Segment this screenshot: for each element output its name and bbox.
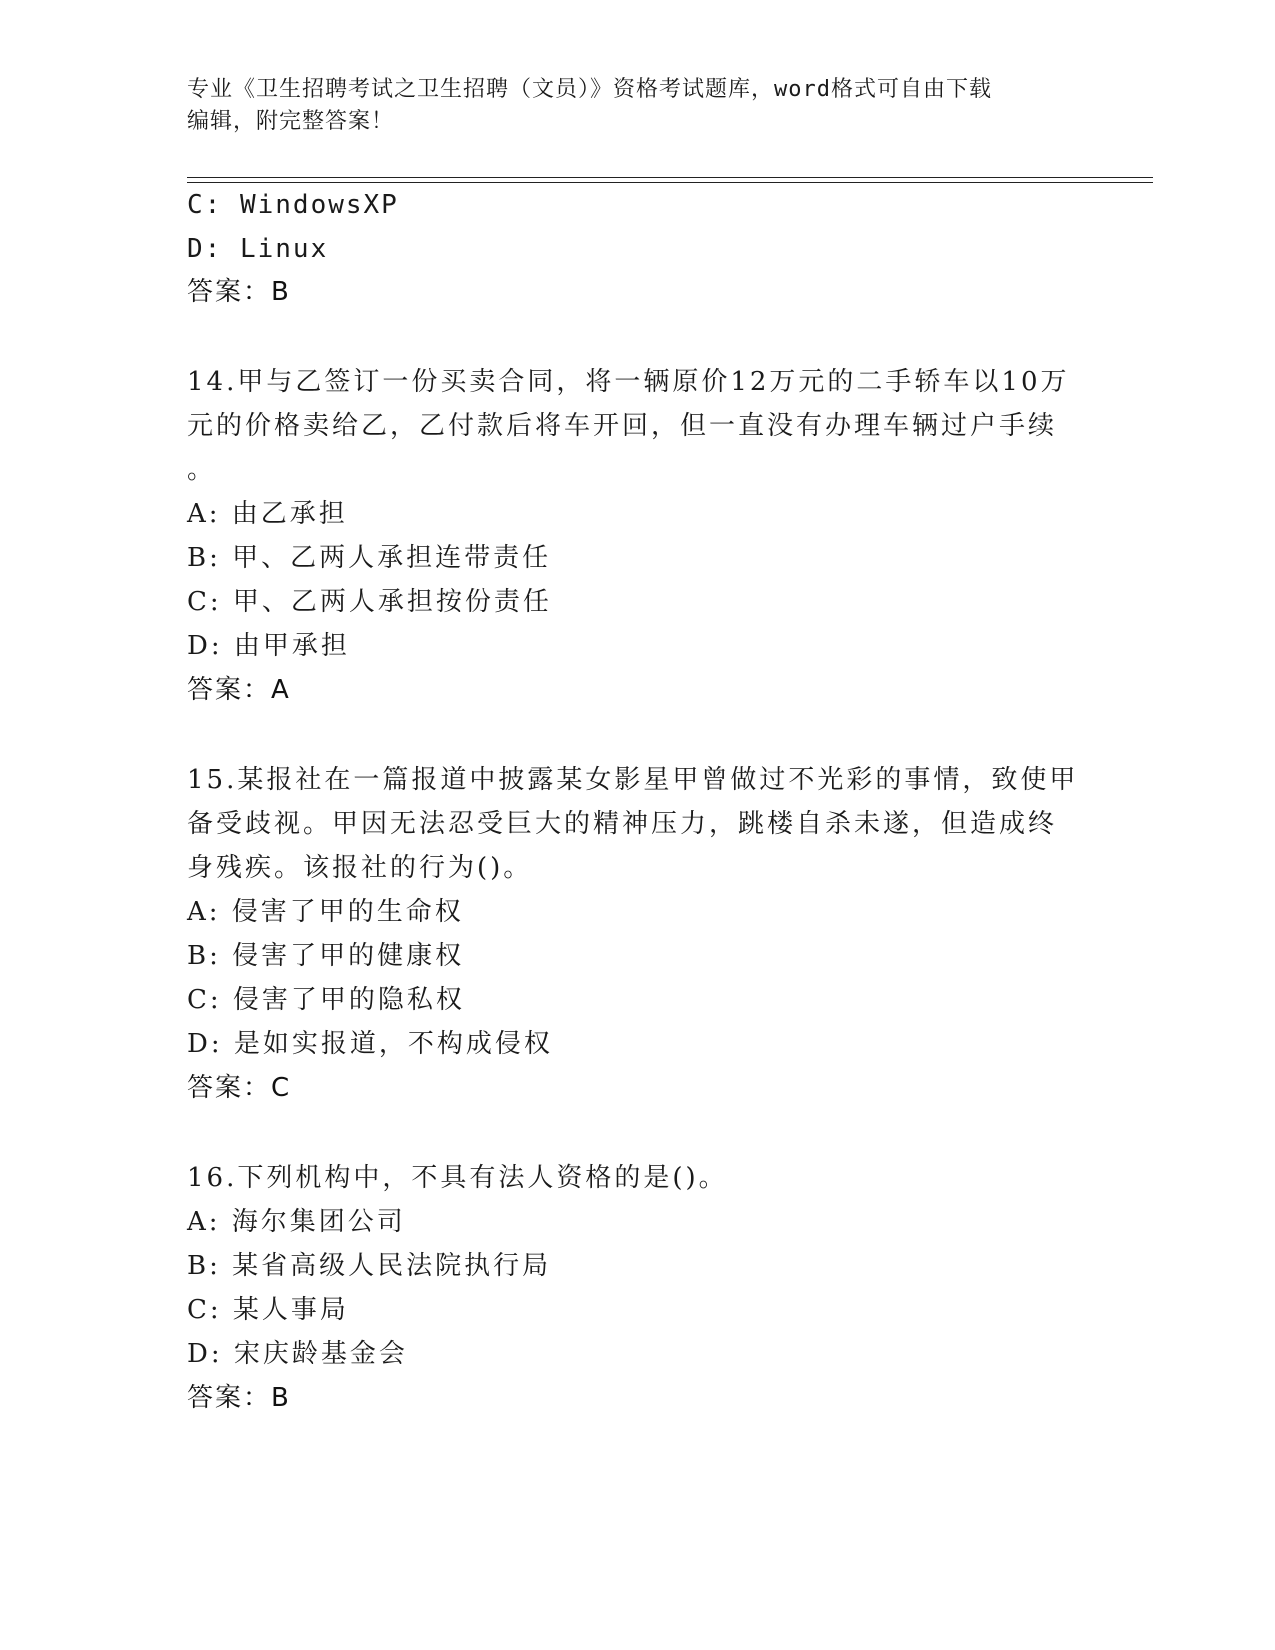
header-line-1: 专业《卫生招聘考试之卫生招聘（文员）》资格考试题库，word格式可自由下载 — [187, 77, 992, 102]
q15-option-a: A: 侵害了甲的生命权 — [187, 897, 464, 927]
q14-answer: 答案：A — [187, 675, 291, 705]
q14-stem-line-2: 元的价格卖给乙，乙付款后将车开回，但一直没有办理车辆过户手续 — [187, 411, 1058, 441]
q16-option-d: D: 宋庆龄基金会 — [187, 1339, 408, 1369]
q15-answer: 答案：C — [187, 1073, 292, 1103]
q14-option-b: B: 甲、乙两人承担连带责任 — [187, 543, 552, 573]
header-divider-top — [187, 177, 1153, 178]
q15-option-b: B: 侵害了甲的健康权 — [187, 941, 465, 971]
q15-stem-line-3: 身残疾。该报社的行为()。 — [187, 853, 533, 883]
q15-option-c: C: 侵害了甲的隐私权 — [187, 985, 465, 1015]
header-divider-bottom — [187, 182, 1153, 183]
q13-option-c: C: WindowsXP — [187, 190, 399, 220]
q14-stem-line-3: 。 — [187, 455, 217, 485]
q14-option-c: C: 甲、乙两人承担按份责任 — [187, 587, 552, 617]
q16-option-c: C: 某人事局 — [187, 1295, 349, 1325]
document-header — [187, 74, 1067, 138]
q15-stem-line-2: 备受歧视。甲因无法忍受巨大的精神压力，跳楼自杀未遂，但造成终 — [187, 809, 1058, 839]
header-line-2: 编辑，附完整答案！ — [187, 109, 395, 134]
q15-stem-line-1: 15.某报社在一篇报道中披露某女影星甲曾做过不光彩的事情，致使甲 — [187, 765, 1079, 795]
q16-option-a: A: 海尔集团公司 — [187, 1207, 406, 1237]
q14-option-d: D: 由甲承担 — [187, 631, 350, 661]
q14-option-a: A: 由乙承担 — [187, 499, 348, 529]
q13-answer: 答案：B — [187, 277, 291, 307]
q16-answer: 答案：B — [187, 1383, 291, 1413]
q16-option-b: B: 某省高级人民法院执行局 — [187, 1251, 552, 1281]
q16-stem-line-1: 16.下列机构中，不具有法人资格的是()。 — [187, 1163, 728, 1193]
q15-option-d: D: 是如实报道，不构成侵权 — [187, 1029, 553, 1059]
q14-stem-line-1: 14.甲与乙签订一份买卖合同，将一辆原价12万元的二手轿车以10万 — [187, 367, 1070, 397]
q13-option-d: D: Linux — [187, 234, 329, 264]
